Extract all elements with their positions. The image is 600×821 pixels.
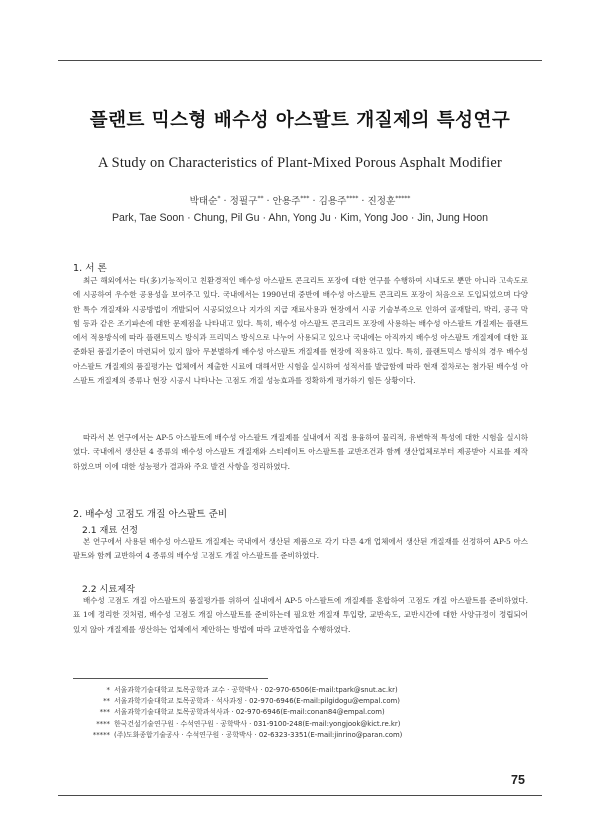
author-affiliation-mark: ***** bbox=[395, 194, 411, 202]
footnote bbox=[80, 707, 460, 718]
footnote-mark: ***** bbox=[92, 730, 110, 739]
subsection-heading-specimen: 2.2 시료제작 bbox=[82, 584, 136, 595]
page-number: 75 bbox=[511, 773, 525, 787]
body-paragraph: 최근 해외에서는 타(多)기능적이고 친환경적인 배수성 아스팔트 콘크리트 포장에 대한 연구를 수행하여 시내도로 뿐만 아니라 고속도로에 시공하여 우수한 공용성을 보여주고 있다. 국내에서는 1990년대 중반에 배수성 아스팔트 콘크리트 포장이 처음으로 도입되었으며 다양한 특수 개질재와 시공방법이 개발되어 시공되었으나 지가의 지급 재료사용과 현장에서 시공 기술부족으로 인하여 골재탈리, 박리, 공극 막힘 등과 같은 조기파손에 대한 문제점을 나타내고 있다. 특히, 배수성 아스팔트 콘크리트 포장에 사용하는 배수성 아스팔트 개질제는 플랜트에서 적용방식에 따라 플랜트믹스 방식과 프리믹스 방식으로 나누어 사용되고 있으나 국내에는 아직까지 배수성 아스팔트 개질제에 대한 표준화된 품질기준이 마련되어 있지 않아 무분별하게 배수성 아스팔트 개질제를 현장에 적용하고 있다. 특히, 플랜트믹스 방식의 경우 배수성 아스팔트 개질제의 품질평가는 업체에서 제출한 시료에 대해서만 시험을 실시하여 성적서를 발급함에 따라 현재 절차로는 첨가된 배수성 아스팔트 개질제의 종류나 현장 시공시 나타나는 고점도 개질 성능효과를 정확하게 평가하기 힘든 상황이다. bbox=[73, 276, 528, 386]
body-paragraph: 본 연구에서 사용된 배수성 아스팔트 개질제는 국내에서 생산된 제품으로 각기 다른 4개 업체에서 생산된 개질재를 선정하여 AP-5 아스팔트와 함께 교반하여 4 종류의 배수성 고점도 개질 아스팔트를 준비하였다. bbox=[73, 537, 528, 561]
author-affiliation-mark: **** bbox=[346, 194, 359, 202]
footnote bbox=[80, 719, 460, 730]
korean-author-list bbox=[0, 193, 600, 207]
body-paragraph: 따라서 본 연구에서는 AP-5 아스팔트에 배수성 아스팔트 개질제를 실내에서 직접 용융하여 물리적, 유변학적 특성에 대한 시험을 실시하였다. 국내에서 생산된 4 종류의 배수성 아스팔트 개질재와 스티레이트 아스팔트를 교반조건과 함께 생산업체로부터 제공받아 시료를 제작하였으며 이에 대한 성능평가 결과와 주요 발견 사항을 정리하였다. bbox=[73, 433, 528, 471]
footnote bbox=[80, 696, 460, 707]
footnote-mark: **** bbox=[96, 719, 110, 728]
author-separator: · bbox=[309, 196, 319, 207]
author-name: 김용주 bbox=[318, 196, 347, 207]
subsection-heading-materials: 2.1 재료 선정 bbox=[82, 525, 138, 536]
footnote-mark: *** bbox=[99, 708, 110, 717]
english-author-list: Park, Tae Soon · Chung, Pil Gu · Ahn, Yong Ju · Kim, Yong Joo · Jin, Jung Hoon bbox=[111, 212, 489, 224]
section-heading-introduction: 1. 서 론 bbox=[73, 263, 107, 274]
footnote bbox=[80, 685, 460, 696]
author-affiliation-mark: ** bbox=[257, 194, 264, 202]
author-name: 안용주 bbox=[272, 196, 301, 207]
footnote-mark: * bbox=[106, 686, 110, 694]
body-paragraph: 배수성 고점도 개질 아스팔트의 품질평가를 위하여 실내에서 AP-5 아스팔트에 개질제를 혼합하여 고점도 개질 아스팔트를 준비하였다. 표 1에 정리한 것처럼, 배수성 고점도 개질 아스팔트를 준비하는데 필요한 개질재 투입량, 교반속도, 교반시간에 대한 사양규정이 정립되어 있지 않아 개질제를 생산하는 업체에서 제안하는 방법에 따라 교반작업을 수행하였다. bbox=[73, 596, 528, 634]
footnote-text: 서울과학기술대학교 토목공학과석사과 · 02-970-6946(E-mail:conan84@empal.com) bbox=[114, 708, 385, 717]
author-affiliation-mark: *** bbox=[300, 194, 310, 202]
author-separator: · bbox=[220, 196, 230, 207]
footnotes bbox=[80, 685, 460, 741]
english-title: A Study on Characteristics of Plant-Mixed Porous Asphalt Modifier bbox=[98, 155, 502, 171]
top-rule bbox=[58, 60, 542, 61]
author-name: 진정훈 bbox=[367, 196, 396, 207]
author-separator: · bbox=[358, 196, 368, 207]
footnote-mark: ** bbox=[103, 697, 110, 706]
footnote bbox=[80, 730, 460, 741]
footnote-text: 서울과학기술대학교 토목공학과 교수 · 공학박사 · 02-970-6506(E-mail:tpark@snut.ac.kr) bbox=[114, 686, 398, 694]
author-affiliation-mark: * bbox=[217, 194, 221, 202]
korean-title: 플랜트 믹스형 배수성 아스팔트 개질제의 특성연구 bbox=[89, 110, 511, 131]
author-name: 정필구 bbox=[229, 196, 258, 207]
footnote-separator bbox=[73, 678, 268, 679]
author-name: 박태순 bbox=[189, 196, 218, 207]
footnote-text: (주)도화종합기술공사 · 수석연구원 · 공학박사 · 02-6323-3351(E-mail:jinrino@paran.com) bbox=[114, 730, 403, 739]
section-heading-preparation: 2. 배수성 고점도 개질 아스팔트 준비 bbox=[73, 509, 228, 520]
footnote-text: 한국건설기술연구원 · 수석연구원 · 공학박사 · 031-9100-248(E-mail:yongjook@kict.re.kr) bbox=[114, 719, 401, 728]
bottom-rule bbox=[58, 795, 542, 796]
author-separator: · bbox=[263, 196, 273, 207]
footnote-text: 서울과학기술대학교 토목공학과 · 석사과정 · 02-970-6946(E-mail:pilgidogu@empal.com) bbox=[114, 697, 400, 706]
